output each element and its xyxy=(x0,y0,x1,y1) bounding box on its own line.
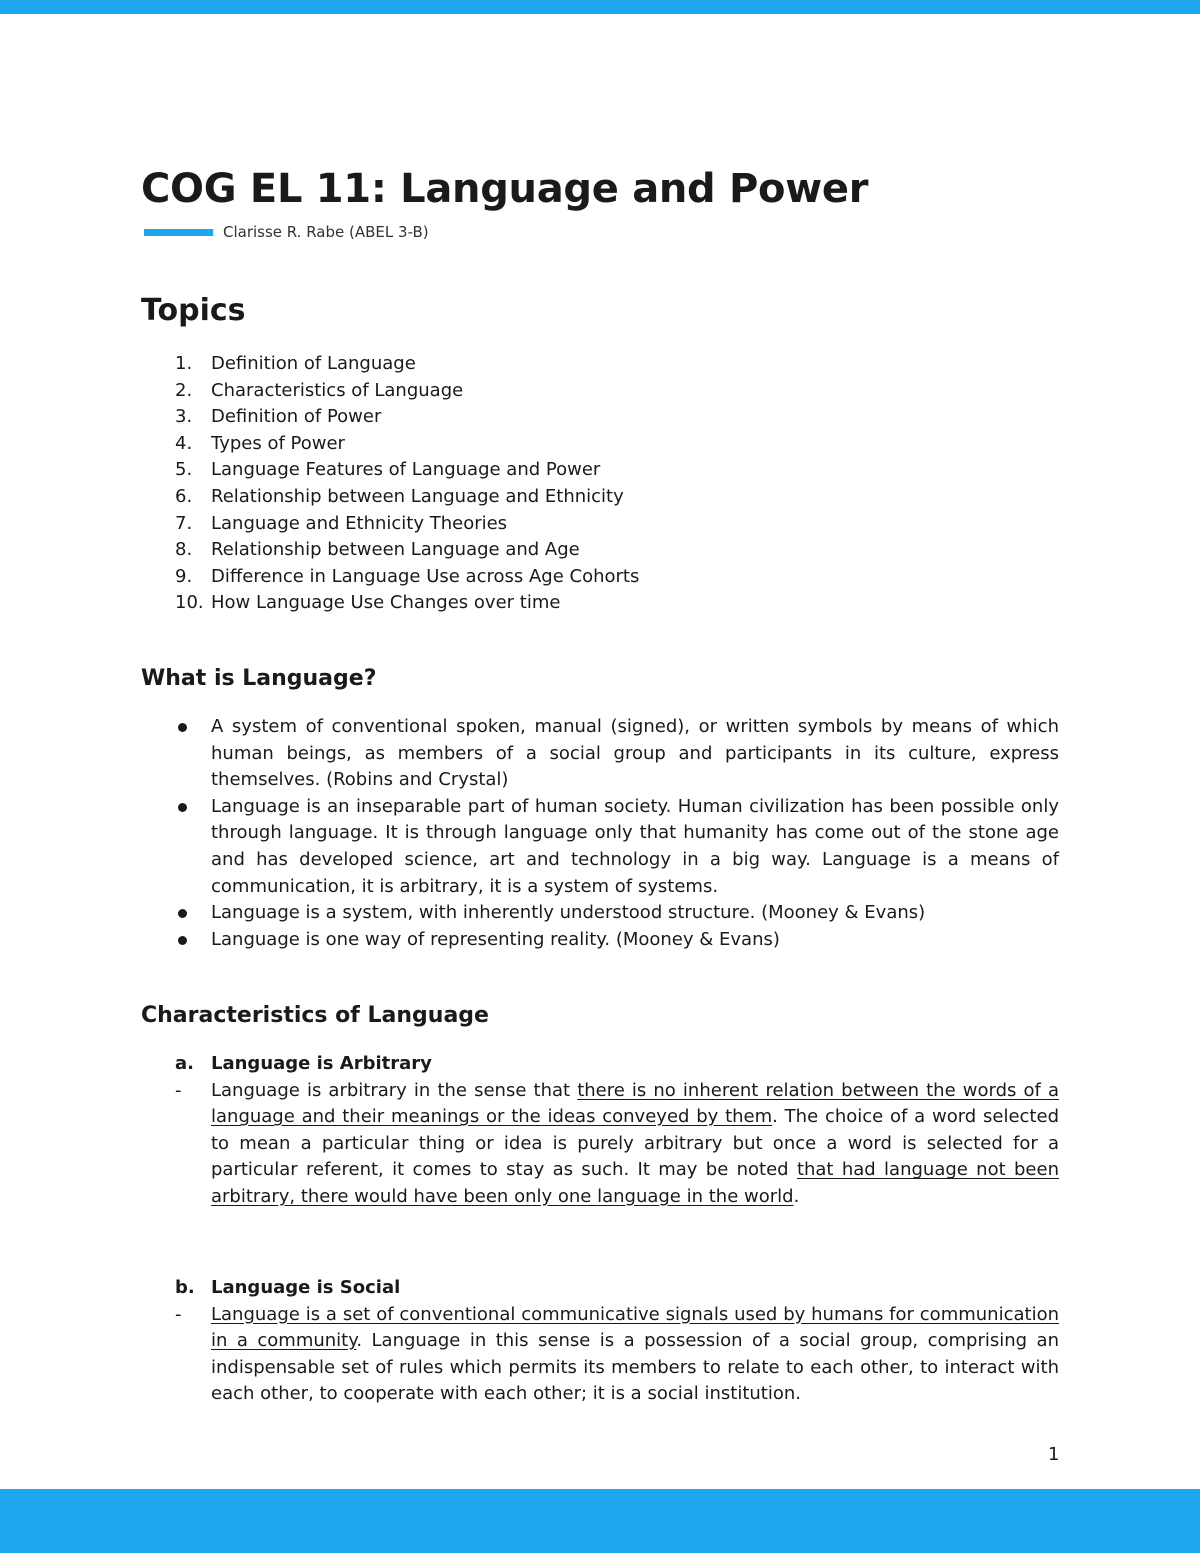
list-number: 9. xyxy=(175,565,193,587)
characteristic-body xyxy=(141,1078,1059,1211)
list-number: 5. xyxy=(175,459,193,481)
list-item xyxy=(141,590,1059,617)
byline-accent-rule xyxy=(144,229,213,236)
characteristic-title-text: Language is Social xyxy=(211,1277,401,1298)
list-item xyxy=(141,484,1059,511)
list-number: 2. xyxy=(175,379,193,401)
body-text: . The choice of a word selected to mean a particular thing or idea is purely arbitrary but once a word is selected for a particular referent, it comes to stay as such. It may be noted xyxy=(211,1106,1059,1181)
author-name: Clarisse R. Rabe (ABEL 3-B) xyxy=(223,223,429,241)
bullet-icon xyxy=(178,803,187,812)
list-item-text: Language Features of Language and Power xyxy=(211,459,601,481)
list-item xyxy=(141,404,1059,431)
list-number: 3. xyxy=(175,406,193,428)
list-letter: b. xyxy=(175,1277,195,1298)
list-item-text: Characteristics of Language xyxy=(211,379,464,401)
list-number: 1. xyxy=(175,353,193,374)
bottom-accent-bar xyxy=(0,1489,1200,1553)
bullet-icon xyxy=(178,909,187,918)
list-item xyxy=(141,714,1059,794)
list-item-text: Language is an inseparable part of human society. Human civilization has been possible only through language. It is through language only that humanity has come out of the stone age and has developed science, art and technology in a big way. Language is a means of communication, it is arbitrary, it is a system of systems. xyxy=(211,795,1059,897)
list-item-text: How Language Use Changes over time xyxy=(211,592,561,614)
list-item xyxy=(141,378,1059,405)
list-item xyxy=(141,457,1059,484)
list-item xyxy=(141,537,1059,564)
bullet-icon xyxy=(178,723,187,732)
topics-heading: Topics xyxy=(141,293,246,328)
list-item xyxy=(141,564,1059,591)
list-item-text: Language is one way of representing reality. (Mooney & Evans) xyxy=(211,928,780,950)
list-item-text: Language and Ethnicity Theories xyxy=(211,512,508,534)
list-item-text: Difference in Language Use across Age Cohorts xyxy=(211,565,640,587)
body-text: . xyxy=(793,1185,800,1207)
byline xyxy=(144,222,429,242)
list-number: 8. xyxy=(175,539,193,561)
underlined-text: Language is a set of conventional communicative signals used by humans for communication in a community xyxy=(211,1303,1059,1352)
dash-marker: - xyxy=(175,1303,182,1325)
characteristics-heading: Characteristics of Language xyxy=(141,1003,489,1028)
list-item-text: Relationship between Language and Ethnicity xyxy=(211,485,624,507)
list-number: 10. xyxy=(175,592,204,614)
list-item-text: A system of conventional spoken, manual (signed), or written symbols by means of which human beings, as members of a social group and participants in its culture, express themselves. (Robins and Crystal) xyxy=(211,716,1059,791)
top-accent-bar xyxy=(0,0,1200,14)
body-text: Language is arbitrary in the sense that xyxy=(211,1079,578,1101)
page-number: 1 xyxy=(1048,1444,1060,1465)
list-number: 4. xyxy=(175,432,193,454)
bullet-icon xyxy=(178,936,187,945)
characteristic-title xyxy=(141,1275,1059,1302)
list-item xyxy=(141,927,1059,954)
what-is-language-list xyxy=(141,714,1059,953)
list-item-text: Definition of Power xyxy=(211,406,382,428)
list-letter: a. xyxy=(175,1053,194,1074)
body-text: . Language in this sense is a possession of a social group, comprising an indispensable set of rules which permits its members to relate to each other, to interact with each other, to cooperate with each other; it is a social institution. xyxy=(211,1330,1060,1405)
what-is-language-heading: What is Language? xyxy=(141,666,377,691)
list-item xyxy=(141,511,1059,538)
underlined-text: that had language not been arbitrary, there would have been only one language in the world xyxy=(211,1159,1059,1207)
dash-marker: - xyxy=(175,1079,182,1101)
underlined-text: there is no inherent relation between the words of a language and their meanings or the ideas conveyed by them xyxy=(211,1079,1059,1128)
list-item xyxy=(141,351,1059,378)
characteristic-title xyxy=(141,1051,1059,1078)
characteristic-b xyxy=(141,1275,1059,1408)
list-item xyxy=(141,900,1059,927)
characteristic-title-text: Language is Arbitrary xyxy=(211,1053,432,1074)
list-item xyxy=(141,431,1059,458)
document-title: COG EL 11: Language and Power xyxy=(141,166,869,212)
topics-list xyxy=(141,351,1059,617)
list-item xyxy=(141,794,1059,900)
list-item-text: Relationship between Language and Age xyxy=(211,539,580,561)
characteristic-body xyxy=(141,1302,1059,1408)
characteristic-a xyxy=(141,1051,1059,1211)
list-item-text: Definition of Language xyxy=(211,353,416,374)
list-item-text: Language is a system, with inherently understood structure. (Mooney & Evans) xyxy=(211,902,926,924)
list-number: 7. xyxy=(175,512,193,534)
list-item-text: Types of Power xyxy=(211,432,345,454)
list-number: 6. xyxy=(175,485,193,507)
